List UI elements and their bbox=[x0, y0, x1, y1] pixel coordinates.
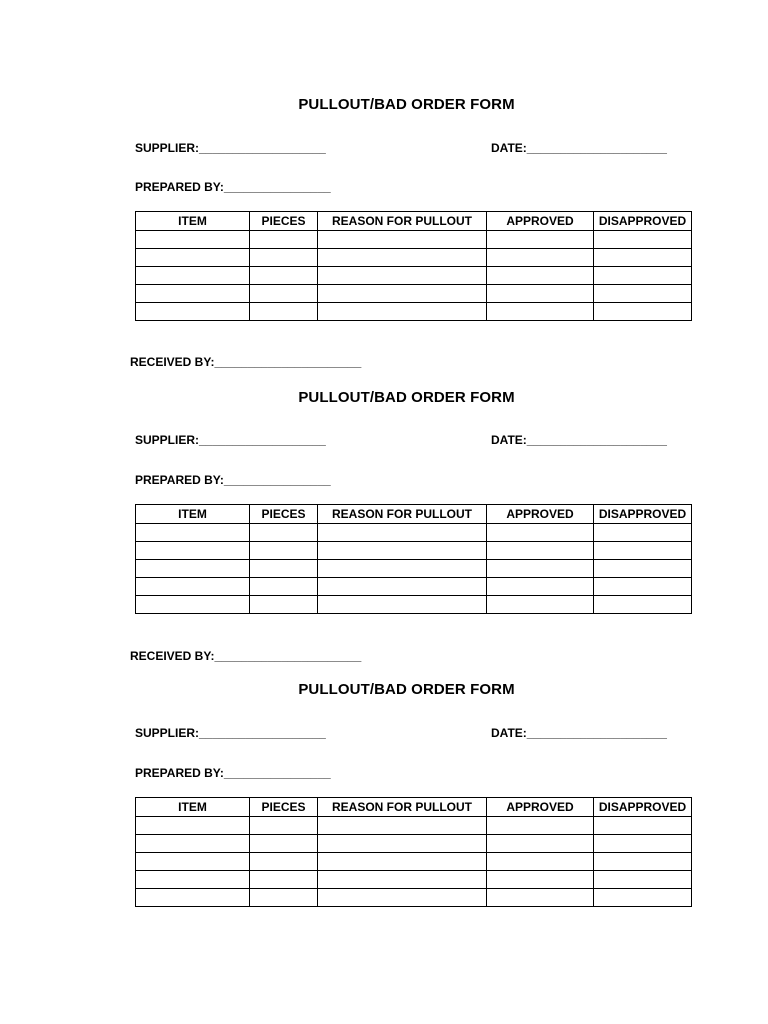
table-cell[interactable] bbox=[594, 285, 692, 303]
table-cell[interactable] bbox=[136, 853, 250, 871]
table-cell[interactable] bbox=[250, 524, 318, 542]
table-header-row bbox=[136, 212, 692, 231]
form-title: PULLOUT/BAD ORDER FORM bbox=[298, 681, 515, 698]
table-cell[interactable] bbox=[487, 542, 594, 560]
table-cell[interactable] bbox=[487, 596, 594, 614]
table-row bbox=[136, 542, 692, 560]
table-cell[interactable] bbox=[318, 303, 487, 321]
table-cell[interactable] bbox=[250, 249, 318, 267]
table-cell[interactable] bbox=[487, 853, 594, 871]
pullout-table bbox=[135, 797, 692, 907]
table-row bbox=[136, 303, 692, 321]
table-cell[interactable] bbox=[318, 889, 487, 907]
table-cell[interactable] bbox=[594, 889, 692, 907]
column-header-disapproved: DISAPPROVED bbox=[594, 505, 692, 524]
supplier-field: SUPPLIER:___________________ bbox=[135, 726, 326, 740]
column-header-disapproved: DISAPPROVED bbox=[594, 798, 692, 817]
table-row bbox=[136, 578, 692, 596]
table-cell[interactable] bbox=[594, 542, 692, 560]
table-cell[interactable] bbox=[318, 267, 487, 285]
column-header-pieces: PIECES bbox=[250, 505, 318, 524]
table-row bbox=[136, 524, 692, 542]
table-row bbox=[136, 871, 692, 889]
supplier-field: SUPPLIER:___________________ bbox=[135, 141, 326, 155]
table-cell[interactable] bbox=[136, 303, 250, 321]
table-cell[interactable] bbox=[594, 303, 692, 321]
table-cell[interactable] bbox=[594, 231, 692, 249]
date-field: DATE:_____________________ bbox=[491, 433, 667, 447]
column-header-approved: APPROVED bbox=[487, 505, 594, 524]
table-cell[interactable] bbox=[487, 249, 594, 267]
table-cell[interactable] bbox=[250, 303, 318, 321]
table-cell[interactable] bbox=[487, 560, 594, 578]
table-cell[interactable] bbox=[250, 871, 318, 889]
table-cell[interactable] bbox=[487, 889, 594, 907]
table-row bbox=[136, 249, 692, 267]
table-cell[interactable] bbox=[487, 817, 594, 835]
pullout-table bbox=[135, 504, 692, 614]
table-cell[interactable] bbox=[250, 285, 318, 303]
table-cell[interactable] bbox=[250, 267, 318, 285]
table-cell[interactable] bbox=[250, 560, 318, 578]
table-row bbox=[136, 231, 692, 249]
table-cell[interactable] bbox=[318, 596, 487, 614]
table-cell[interactable] bbox=[250, 596, 318, 614]
table-cell[interactable] bbox=[250, 231, 318, 249]
table-cell[interactable] bbox=[136, 817, 250, 835]
table-cell[interactable] bbox=[487, 303, 594, 321]
table-cell[interactable] bbox=[136, 889, 250, 907]
table-header-row bbox=[136, 505, 692, 524]
table-row bbox=[136, 560, 692, 578]
table-cell[interactable] bbox=[250, 542, 318, 560]
table-row bbox=[136, 889, 692, 907]
table-row bbox=[136, 267, 692, 285]
table-cell[interactable] bbox=[318, 578, 487, 596]
table-cell[interactable] bbox=[318, 524, 487, 542]
table-cell[interactable] bbox=[318, 249, 487, 267]
table-cell[interactable] bbox=[136, 542, 250, 560]
table-cell[interactable] bbox=[318, 871, 487, 889]
table-cell[interactable] bbox=[318, 285, 487, 303]
table-cell[interactable] bbox=[318, 542, 487, 560]
table-row bbox=[136, 817, 692, 835]
table-cell[interactable] bbox=[594, 578, 692, 596]
column-header-disapproved: DISAPPROVED bbox=[594, 212, 692, 231]
column-header-approved: APPROVED bbox=[487, 798, 594, 817]
table-header-row bbox=[136, 798, 692, 817]
table-cell[interactable] bbox=[136, 871, 250, 889]
table-row bbox=[136, 853, 692, 871]
table-cell[interactable] bbox=[594, 267, 692, 285]
table-cell[interactable] bbox=[318, 231, 487, 249]
table-row bbox=[136, 285, 692, 303]
received-by-field: RECEIVED BY:______________________ bbox=[130, 355, 362, 369]
table-cell[interactable] bbox=[594, 835, 692, 853]
date-field: DATE:_____________________ bbox=[491, 726, 667, 740]
table-cell[interactable] bbox=[250, 817, 318, 835]
column-header-item: ITEM bbox=[136, 212, 250, 231]
form-title: PULLOUT/BAD ORDER FORM bbox=[298, 96, 515, 113]
table-cell[interactable] bbox=[136, 835, 250, 853]
form-title: PULLOUT/BAD ORDER FORM bbox=[298, 389, 515, 406]
prepared-by-field: PREPARED BY:________________ bbox=[135, 180, 331, 194]
received-by-field: RECEIVED BY:______________________ bbox=[130, 649, 362, 663]
column-header-reason: REASON FOR PULLOUT bbox=[318, 798, 487, 817]
table-cell[interactable] bbox=[136, 231, 250, 249]
table-cell[interactable] bbox=[594, 524, 692, 542]
table-cell[interactable] bbox=[318, 560, 487, 578]
table-cell[interactable] bbox=[250, 835, 318, 853]
table-cell[interactable] bbox=[318, 853, 487, 871]
table-cell[interactable] bbox=[136, 596, 250, 614]
table-cell[interactable] bbox=[250, 889, 318, 907]
table-cell[interactable] bbox=[136, 285, 250, 303]
column-header-reason: REASON FOR PULLOUT bbox=[318, 505, 487, 524]
table-cell[interactable] bbox=[250, 853, 318, 871]
column-header-approved: APPROVED bbox=[487, 212, 594, 231]
table-cell[interactable] bbox=[487, 285, 594, 303]
table-row bbox=[136, 596, 692, 614]
table-cell[interactable] bbox=[136, 524, 250, 542]
table-cell[interactable] bbox=[594, 817, 692, 835]
column-header-pieces: PIECES bbox=[250, 212, 318, 231]
table-row bbox=[136, 835, 692, 853]
table-cell[interactable] bbox=[136, 249, 250, 267]
table-cell[interactable] bbox=[594, 853, 692, 871]
prepared-by-field: PREPARED BY:________________ bbox=[135, 473, 331, 487]
table-cell[interactable] bbox=[594, 596, 692, 614]
pullout-table bbox=[135, 211, 692, 321]
column-header-item: ITEM bbox=[136, 505, 250, 524]
date-field: DATE:_____________________ bbox=[491, 141, 667, 155]
prepared-by-field: PREPARED BY:________________ bbox=[135, 766, 331, 780]
table-cell[interactable] bbox=[594, 560, 692, 578]
table-cell[interactable] bbox=[487, 871, 594, 889]
table-cell[interactable] bbox=[487, 267, 594, 285]
table-cell[interactable] bbox=[136, 560, 250, 578]
table-cell[interactable] bbox=[136, 578, 250, 596]
table-cell[interactable] bbox=[250, 578, 318, 596]
table-cell[interactable] bbox=[487, 524, 594, 542]
table-cell[interactable] bbox=[318, 817, 487, 835]
table-cell[interactable] bbox=[487, 578, 594, 596]
table-cell[interactable] bbox=[487, 835, 594, 853]
table-cell[interactable] bbox=[594, 249, 692, 267]
column-header-item: ITEM bbox=[136, 798, 250, 817]
table-cell[interactable] bbox=[318, 835, 487, 853]
column-header-pieces: PIECES bbox=[250, 798, 318, 817]
column-header-reason: REASON FOR PULLOUT bbox=[318, 212, 487, 231]
supplier-field: SUPPLIER:___________________ bbox=[135, 433, 326, 447]
table-cell[interactable] bbox=[487, 231, 594, 249]
table-cell[interactable] bbox=[136, 267, 250, 285]
table-cell[interactable] bbox=[594, 871, 692, 889]
